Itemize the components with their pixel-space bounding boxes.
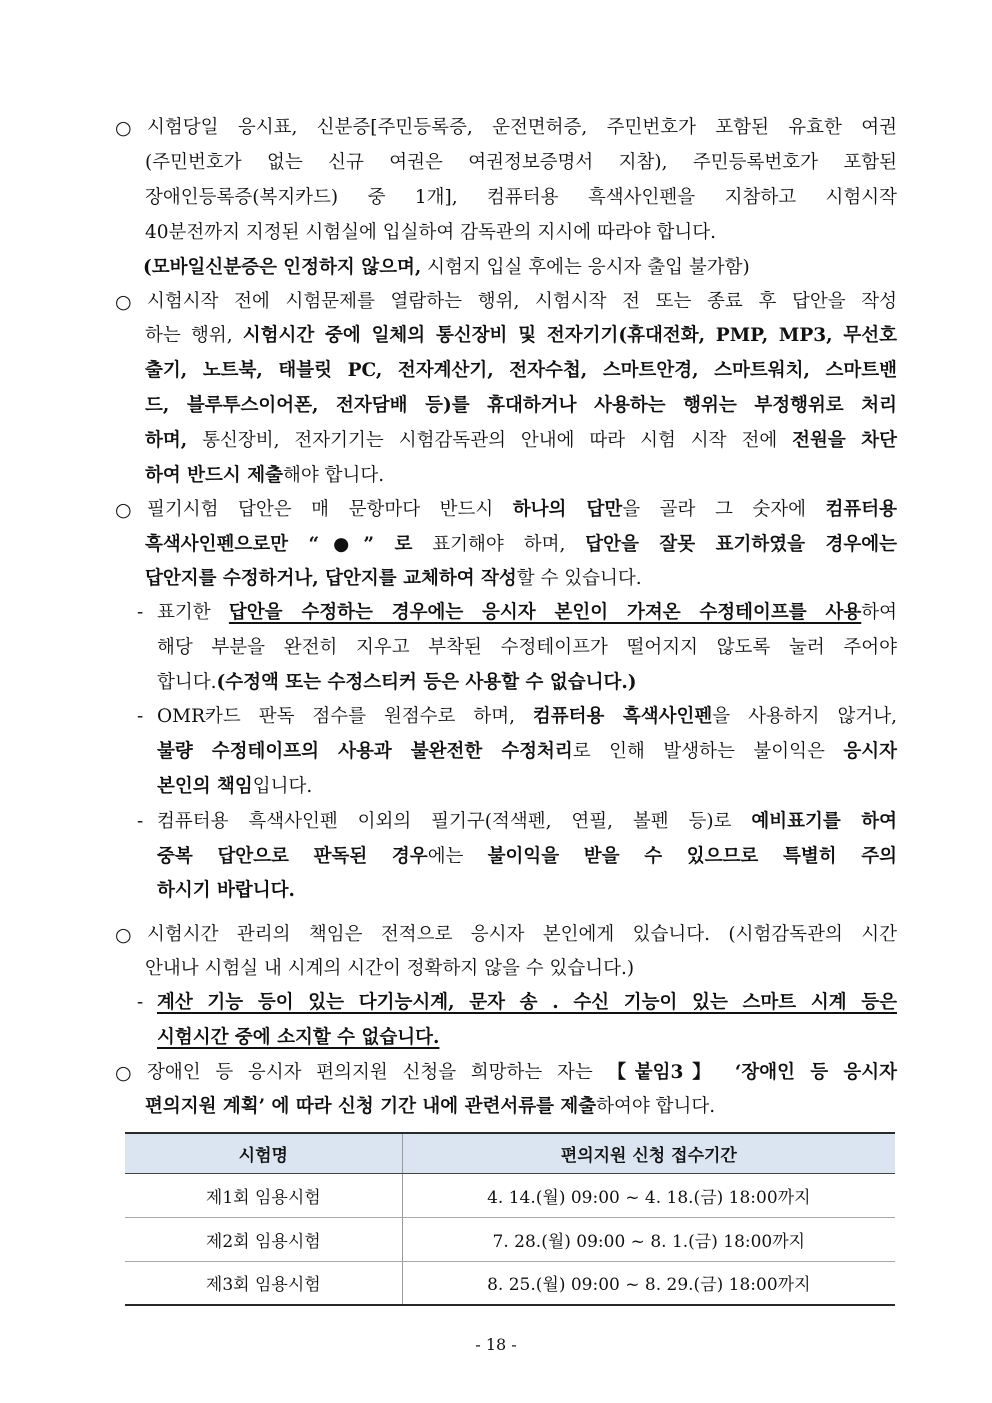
dash-bullet-icon: - bbox=[137, 811, 144, 832]
page-number: - 18 - bbox=[475, 1335, 517, 1354]
bold-text: 응시자 bbox=[843, 741, 897, 762]
application-period-cell: 7. 28.(월) 09:00 ~ 8. 1.(금) 18:00까지 bbox=[402, 1217, 895, 1261]
bold-text: 컴퓨터용 흑색사인펜 bbox=[532, 706, 713, 727]
bold-text: 전원을 차단 bbox=[792, 430, 897, 451]
circle-bullet-icon: ○ bbox=[115, 291, 132, 313]
text-segment: 표기해야 하며, bbox=[412, 534, 586, 555]
text-segment: 하는 행위, bbox=[145, 325, 243, 346]
text-segment: 장애인 등 응시자 편의지원 신청을 희망하는 자는 bbox=[147, 1062, 608, 1083]
bold-text: 답안지를 수정하거나, 답안지를 교체하여 작성 bbox=[145, 568, 517, 589]
application-period-table bbox=[125, 1132, 895, 1306]
text-segment: 합니다. bbox=[157, 672, 217, 693]
notice-4-line-1 bbox=[147, 918, 897, 952]
sub-item-4-line-1 bbox=[157, 986, 897, 1020]
sub-item-2-line-1 bbox=[157, 700, 897, 734]
text-segment: 로 인해 발생하는 불이익은 bbox=[572, 741, 844, 762]
bold-text: 본인의 책임 bbox=[157, 776, 253, 797]
text-segment: 시험시간 관리의 책임은 전적으로 응시자 본인에게 있습니다. (시험감독관의 시간 bbox=[147, 924, 897, 945]
bold-text: 예비표기를 하여 bbox=[751, 811, 897, 832]
notice-1-line-4 bbox=[145, 216, 897, 250]
bold-text: 【붙임3】 ‘장애인 등 응시자 bbox=[607, 1062, 897, 1083]
text-segment: 안내나 시험실 내 시계의 시간이 정확하지 않을 수 있습니다.) bbox=[145, 958, 635, 979]
notice-4-line-2 bbox=[145, 952, 897, 986]
header-application-period: 편의지원 신청 접수기간 bbox=[402, 1133, 895, 1173]
bold-underlined-text: 계산 기능 등이 있는 다기능시계, 문자 송 . 수신 기능이 있는 스마트 시계 등은 bbox=[157, 992, 897, 1013]
notice-1-line-3 bbox=[145, 181, 897, 215]
bold-text: 하시기 바랍니다. bbox=[157, 880, 295, 901]
sub-item-3-line-2 bbox=[157, 840, 897, 874]
bold-text: 답안을 잘못 표기하였을 경우에는 bbox=[585, 534, 897, 555]
bold-text: 드, 블루투스이어폰, 전자담배 등)를 휴대하거나 사용하는 행위는 부정행위로 처리 bbox=[145, 395, 897, 416]
bold-underlined-text: 시험시간 중에 소지할 수 없습니다. bbox=[157, 1027, 440, 1048]
text-segment: 하여야 합니다. bbox=[596, 1096, 716, 1117]
bold-text: 중복 답안으로 판독된 경우 bbox=[157, 846, 428, 867]
notice-2-line-3 bbox=[145, 354, 897, 388]
sub-item-1-line-3 bbox=[157, 666, 897, 700]
text-segment: 장애인등록증(복지카드) 중 1개], 컴퓨터용 흑색사인펜을 지참하고 시험시작 bbox=[145, 187, 897, 208]
bold-text: 불이익을 받을 수 있으므로 특별히 주의 bbox=[487, 846, 898, 867]
dash-bullet-icon: - bbox=[137, 602, 144, 623]
sub-item-3-line-1 bbox=[157, 805, 897, 839]
text-segment: 컴퓨터용 흑색사인펜 이외의 필기구(적색펜, 연필, 볼펜 등)로 bbox=[157, 811, 752, 832]
bold-text: 불량 수정테이프의 사용과 불완전한 수정처리 bbox=[157, 741, 573, 762]
text-segment: 시험시작 전에 시험문제를 열람하는 행위, 시험시작 전 또는 종료 후 답안을 작성 bbox=[147, 291, 897, 312]
bold-text: 시험시간 중에 일체의 통신장비 및 전자기기(휴대전화, PMP, MP3, 무선호 bbox=[242, 325, 897, 346]
bold-text: 하나의 답만 bbox=[512, 499, 623, 520]
application-period-cell: 4. 14.(월) 09:00 ~ 4. 18.(금) 18:00까지 bbox=[402, 1173, 895, 1217]
bold-text: (모바일신분증은 인정하지 않으며, bbox=[143, 257, 422, 278]
text-segment: 시험당일 응시표, 신분증[주민등록증, 운전면허증, 주민번호가 포함된 유효한 여권 bbox=[147, 117, 897, 138]
text-segment: 을 사용하지 않거나, bbox=[712, 706, 897, 727]
bold-text: 하며, bbox=[145, 430, 188, 451]
exam-name-cell: 제1회 임용시험 bbox=[125, 1173, 402, 1217]
bold-text: 편의지원 계획’ 에 따라 신청 기간 내에 관련서류를 제출 bbox=[145, 1096, 597, 1117]
application-period-cell: 8. 25.(월) 09:00 ~ 8. 29.(금) 18:00까지 bbox=[402, 1261, 895, 1305]
text-segment: 시험지 입실 후에는 응시자 출입 불가함) bbox=[421, 257, 750, 278]
notice-2-line-6 bbox=[145, 459, 897, 493]
notice-5-line-2 bbox=[145, 1090, 897, 1124]
table-row bbox=[125, 1173, 895, 1217]
sub-item-1-line-1 bbox=[157, 596, 897, 630]
exam-name-cell: 제3회 임용시험 bbox=[125, 1261, 402, 1305]
bold-text: (수정액 또는 수정스티커 등은 사용할 수 없습니다.) bbox=[216, 672, 637, 693]
circle-bullet-icon: ○ bbox=[115, 499, 132, 521]
table-row bbox=[125, 1261, 895, 1305]
dash-bullet-icon: - bbox=[137, 992, 144, 1013]
circle-bullet-icon: ○ bbox=[115, 1062, 132, 1084]
text-segment: OMR카드 판독 점수를 원점수로 하며, bbox=[157, 706, 533, 727]
text-segment: 표기한 bbox=[157, 602, 229, 623]
exam-name-cell: 제2회 임용시험 bbox=[125, 1217, 402, 1261]
bold-underlined-text: 답안을 수정하는 경우에는 응시자 본인이 가져온 수정테이프를 사용 bbox=[228, 602, 862, 623]
notice-1-line-2 bbox=[145, 146, 897, 180]
circle-bullet-icon: ○ bbox=[115, 117, 132, 139]
sub-item-4-line-2 bbox=[157, 1021, 897, 1055]
sub-item-2-line-3 bbox=[157, 770, 897, 804]
table-header-row bbox=[125, 1133, 895, 1173]
text-segment: 필기시험 답안은 매 문항마다 반드시 bbox=[147, 499, 513, 520]
notice-2-line-2 bbox=[145, 319, 897, 353]
sub-item-2-line-2 bbox=[157, 735, 897, 769]
text-segment: 해당 부분을 완전히 지우고 부착된 수정테이프가 떨어지지 않도록 눌러 주어야 bbox=[157, 637, 897, 658]
bold-text: 컴퓨터용 bbox=[825, 499, 897, 520]
text-segment: 하여 bbox=[861, 602, 897, 623]
text-segment: (주민번호가 없는 신규 여권은 여권정보증명서 지참), 주민등록번호가 포함된 bbox=[145, 152, 897, 173]
sub-item-1-line-2 bbox=[157, 631, 897, 665]
dash-bullet-icon: - bbox=[137, 706, 144, 727]
table-row bbox=[125, 1217, 895, 1261]
notice-3-line-2 bbox=[145, 528, 897, 562]
text-segment: 에는 bbox=[427, 846, 488, 867]
notice-5-line-1 bbox=[147, 1056, 897, 1090]
circle-bullet-icon: ○ bbox=[115, 924, 132, 946]
notice-2-line-5 bbox=[145, 424, 897, 458]
notice-3-line-1 bbox=[147, 493, 897, 527]
bold-text: 출기, 노트북, 태블릿 PC, 전자계산기, 전자수첩, 스마트안경, 스마트워치, 스마트밴 bbox=[145, 360, 897, 381]
notice-2-line-1 bbox=[147, 285, 897, 319]
text-segment: 입니다. bbox=[252, 776, 313, 797]
text-segment: 해야 합니다. bbox=[282, 465, 385, 486]
notice-1-line-1 bbox=[147, 111, 897, 145]
header-exam-name: 시험명 bbox=[125, 1133, 402, 1173]
notice-3-line-3 bbox=[145, 562, 897, 596]
bold-text: 하여 반드시 제출 bbox=[145, 465, 283, 486]
bold-text: 흑색사인펜으로만 “●” 로 bbox=[145, 534, 413, 555]
notice-2-line-4 bbox=[145, 389, 897, 423]
notice-1-line-5 bbox=[143, 251, 897, 285]
text-segment: 을 골라 그 숫자에 bbox=[622, 499, 826, 520]
text-segment: 40분전까지 지정된 시험실에 입실하여 감독관의 지시에 따라야 합니다. bbox=[145, 222, 716, 243]
text-segment: 통신장비, 전자기기는 시험감독관의 안내에 따라 시험 시작 전에 bbox=[187, 430, 793, 451]
sub-item-3-line-3 bbox=[157, 874, 897, 908]
text-segment: 할 수 있습니다. bbox=[516, 568, 642, 589]
